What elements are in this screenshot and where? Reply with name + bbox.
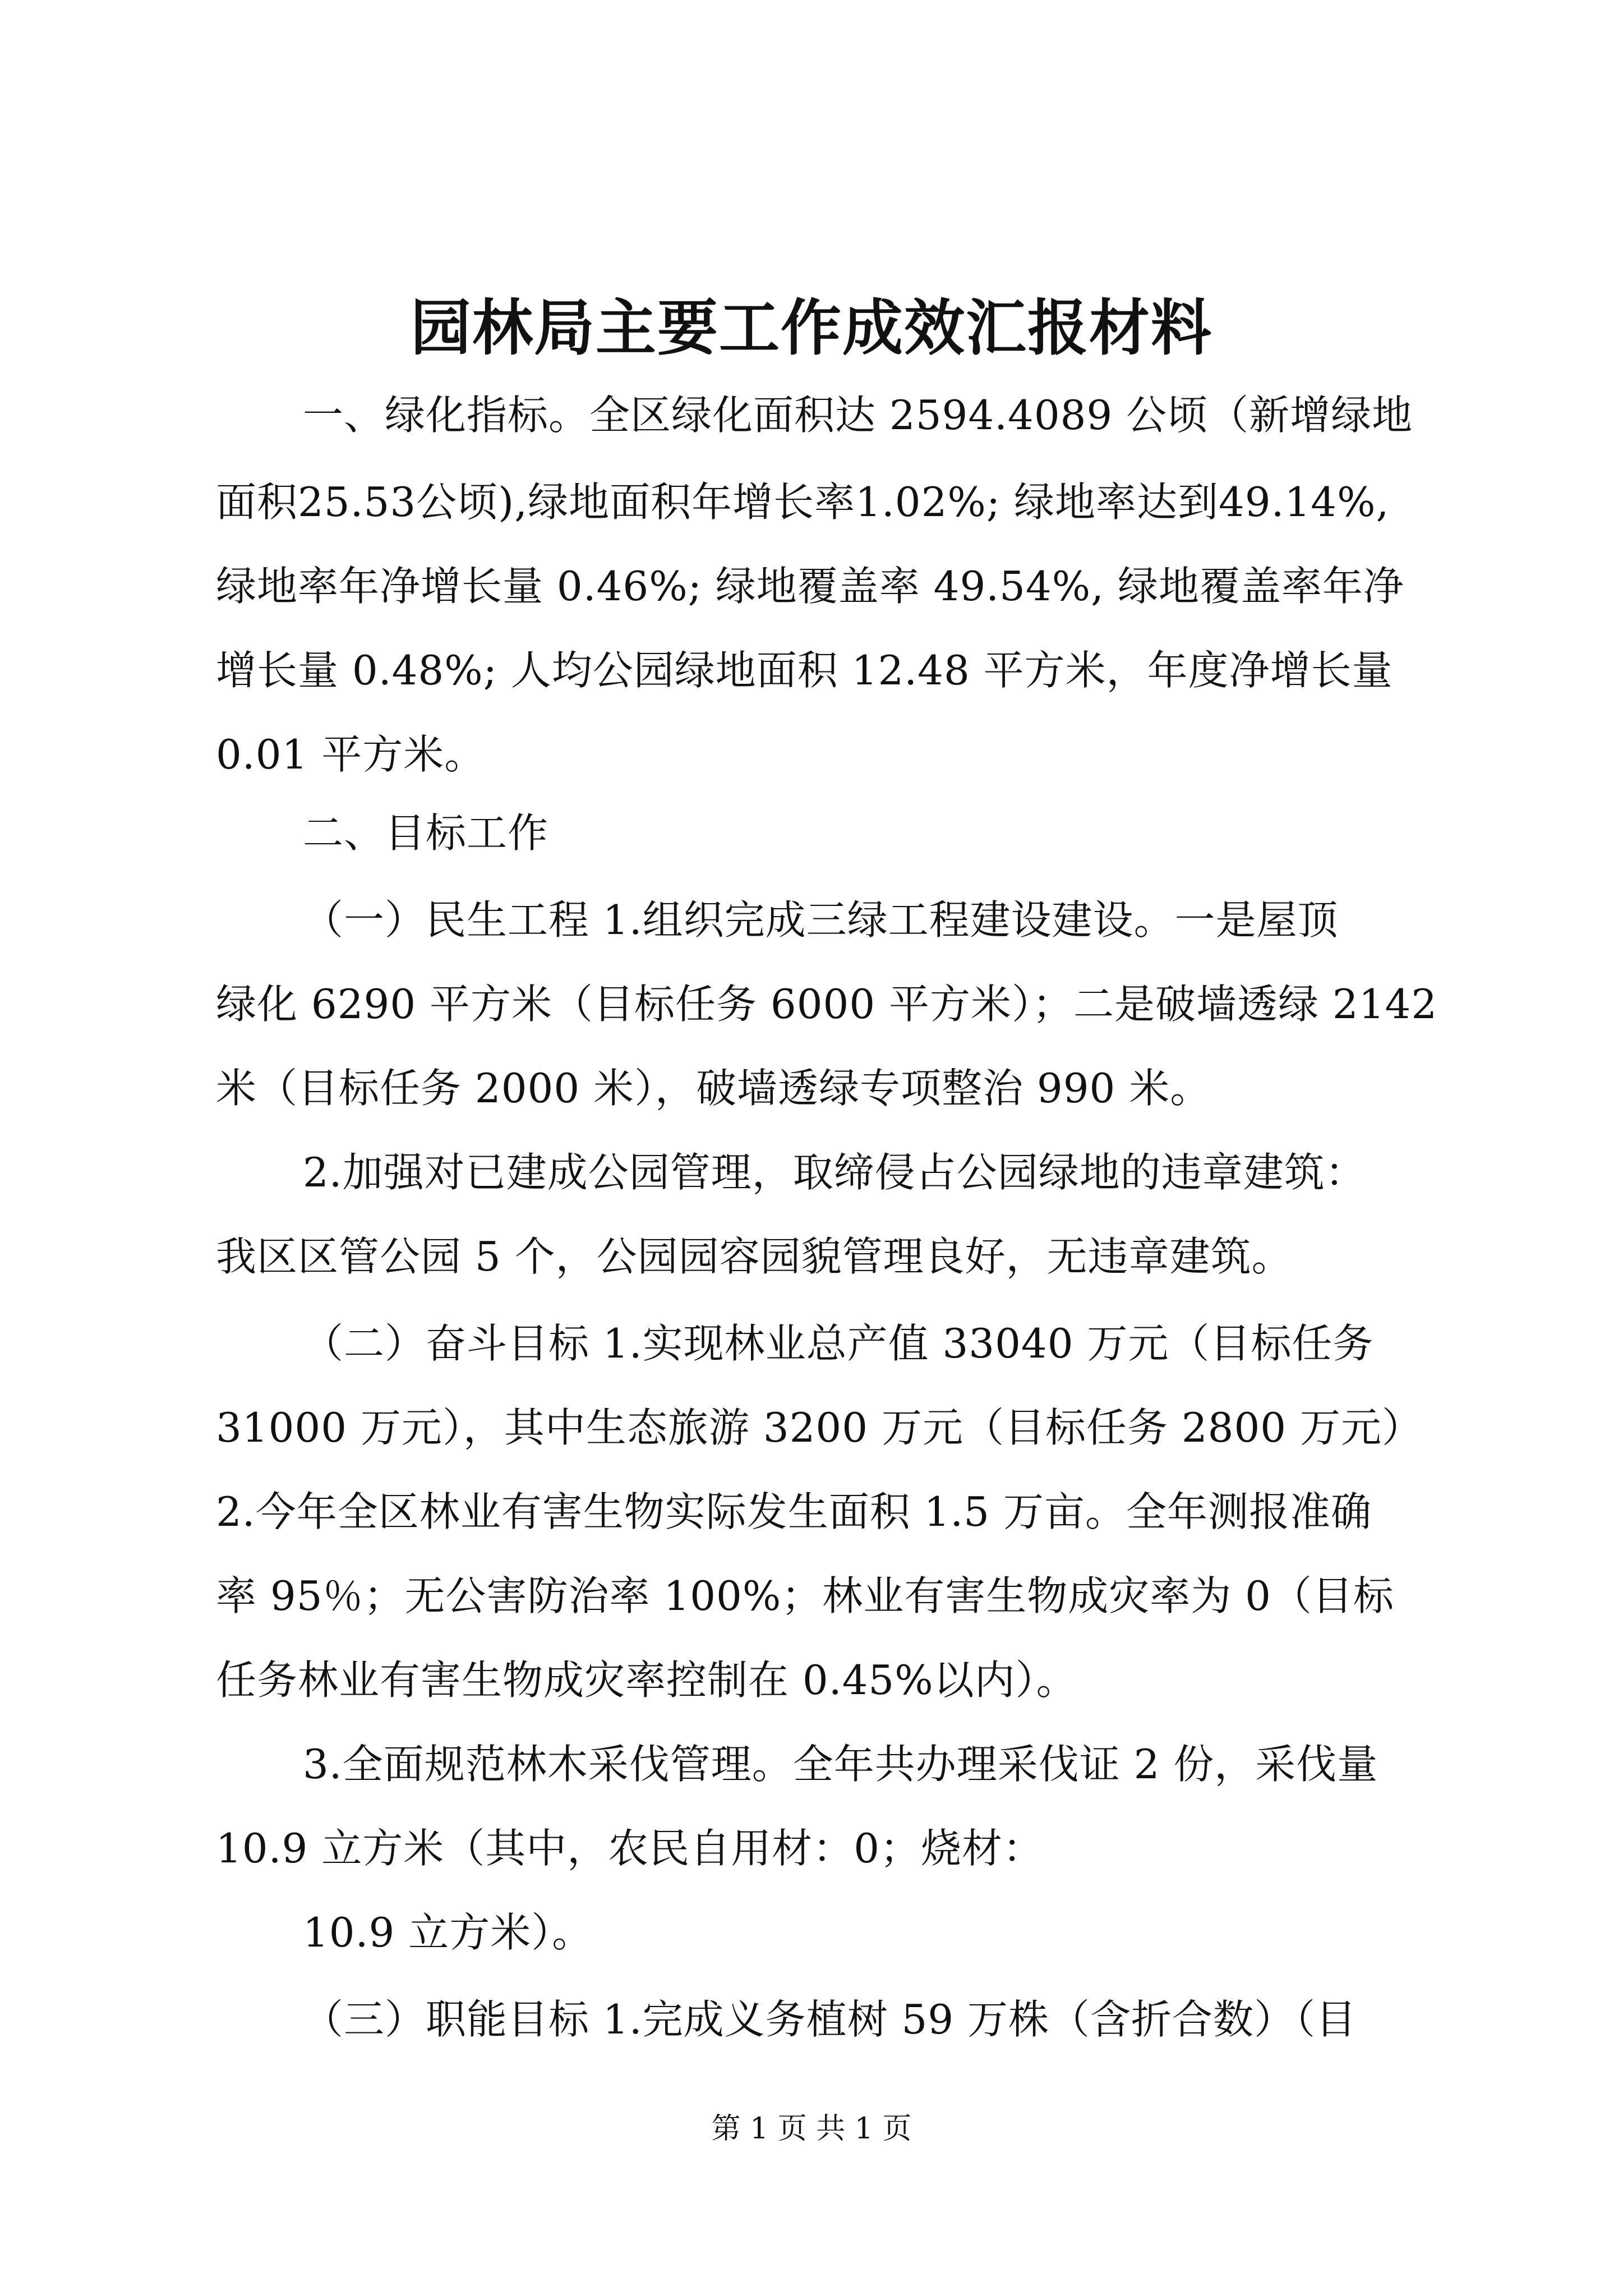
body-line: （一）民生工程 1.组织完成三绿工程建设建设。一是屋顶 bbox=[303, 896, 1339, 944]
body-line: 3.全面规范林木采伐管理。全年共办理采伐证 2 份，采伐量 bbox=[303, 1741, 1378, 1788]
body-line: 任务林业有害生物成灾率控制在 0.45%以内）。 bbox=[216, 1657, 1077, 1704]
body-line: 增长量 0.48%; 人均公园绿地面积 12.48 平方米，年度净增长量 bbox=[216, 647, 1393, 694]
page-title: 园林局主要工作成效汇报材料 bbox=[410, 293, 1212, 364]
body-line: 率 95％；无公害防治率 100%；林业有害生物成灾率为 0（目标 bbox=[216, 1572, 1394, 1619]
section-heading: 二、目标工作 bbox=[303, 809, 549, 857]
body-line: 一、绿化指标。全区绿化面积达 2594.4089 公顷（新增绿地 bbox=[303, 392, 1413, 439]
body-line: （二）奋斗目标 1.实现林业总产值 33040 万元（目标任务 bbox=[303, 1320, 1374, 1367]
body-line: 我区区管公园 5 个，公园园容园貌管理良好，无违章建筑。 bbox=[216, 1233, 1293, 1280]
body-line: 面积25.53公顷),绿地面积年增长率1.02%; 绿地率达到49.14%, bbox=[216, 478, 1390, 526]
body-line: 10.9 立方米）。 bbox=[303, 1909, 593, 1956]
body-line: 2.今年全区林业有害生物实际发生面积 1.5 万亩。全年测报准确 bbox=[216, 1488, 1372, 1535]
body-line: （三）职能目标 1.完成义务植树 59 万株（含折合数）（目 bbox=[303, 1996, 1357, 2043]
body-line: 10.9 立方米（其中，农民自用材：0；烧材： bbox=[216, 1825, 1044, 1872]
body-line: 绿地率年净增长量 0.46%; 绿地覆盖率 49.54%, 绿地覆盖率年净 bbox=[216, 563, 1404, 610]
page-footer: 第 1 页 共 1 页 bbox=[711, 2112, 912, 2146]
body-line: 31000 万元），其中生态旅游 3200 万元（目标任务 2800 万元） bbox=[216, 1404, 1423, 1451]
body-line: 2.加强对已建成公园管理，取缔侵占公园绿地的违章建筑： bbox=[303, 1149, 1366, 1196]
body-line: 0.01 平方米。 bbox=[216, 731, 486, 778]
body-line: 绿化 6290 平方米（目标任务 6000 平方米）；二是破墙透绿 2142 bbox=[216, 981, 1438, 1028]
body-line: 米（目标任务 2000 米），破墙透绿专项整治 990 米。 bbox=[216, 1065, 1211, 1112]
